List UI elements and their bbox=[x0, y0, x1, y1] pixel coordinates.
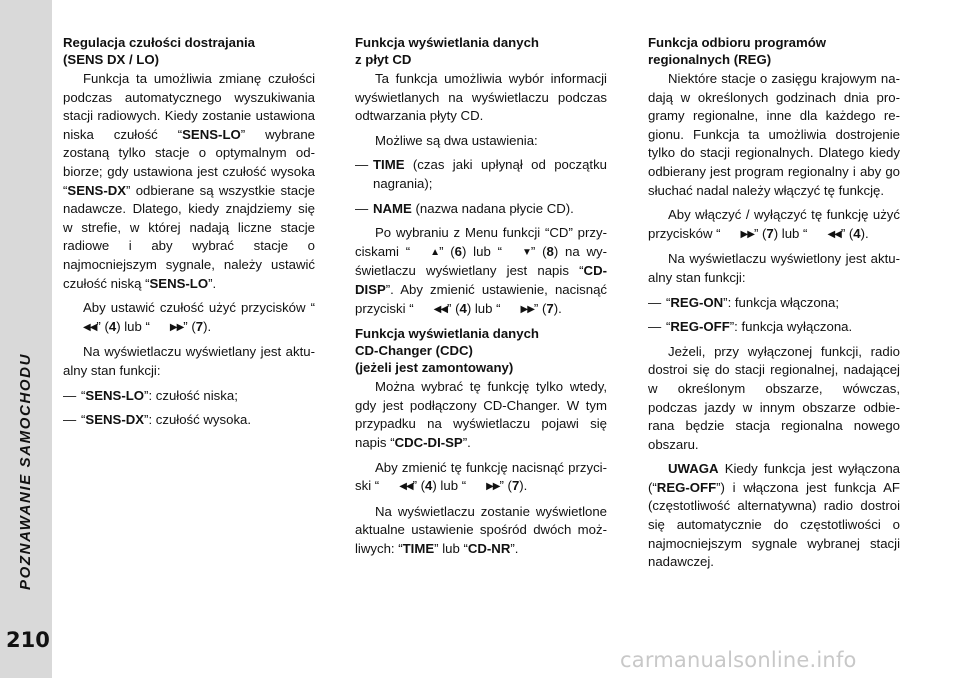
heading-line: CD-Changer (CDC) bbox=[355, 343, 473, 359]
text: ”. bbox=[208, 275, 217, 291]
text: Na wyświetlaczu zostanie wyświetlone aktualne ustawienie spośród dwóch możliwych: “ bbox=[355, 503, 607, 556]
heading-line: Funkcja odbioru programów bbox=[648, 35, 827, 50]
text: ) lub “ bbox=[466, 300, 501, 316]
keyword: CDC-DI-SP bbox=[394, 434, 463, 450]
text: (czas jaki upłynął od początku nagrania); bbox=[373, 157, 607, 191]
text: ”. bbox=[462, 434, 471, 450]
keyword: TIME bbox=[402, 540, 435, 556]
button-number: 6 bbox=[454, 243, 462, 259]
text: ”. Aby zmienić ustawienie, nacisnąć przyciski “ bbox=[355, 281, 607, 316]
heading-line: regionalnych (REG) bbox=[648, 52, 772, 67]
paragraph: Na wyświetlaczu wyświetlony jest aktualny stan funkcji: bbox=[648, 251, 900, 285]
text: ” ( bbox=[499, 478, 512, 494]
keyword: UWAGA bbox=[668, 461, 719, 477]
text: ) lub “ bbox=[462, 243, 502, 259]
keyword: TIME bbox=[373, 157, 405, 173]
text: ” ( bbox=[753, 225, 767, 241]
button-number: 8 bbox=[546, 243, 554, 259]
text: ) lub “ bbox=[773, 225, 808, 241]
button-number: 7 bbox=[511, 478, 520, 494]
heading-line: Funkcja wyświetlania danych bbox=[355, 326, 539, 342]
text: ) na wyświetlaczu wyświetlany jest napis “ bbox=[355, 243, 608, 279]
text: (nazwa nadana płycie CD). bbox=[411, 200, 574, 216]
up-arrow-icon: ▲ bbox=[430, 246, 440, 258]
text: Aby włączyć / wyłączyć tę funkcję użyć przycisków “ bbox=[648, 207, 900, 241]
heading-line: z płyt CD bbox=[355, 52, 412, 67]
column-2 bbox=[355, 34, 607, 564]
page-number: 210 bbox=[6, 628, 50, 652]
keyword: SENS-DX bbox=[67, 182, 127, 198]
text: ” ( bbox=[96, 318, 109, 334]
paragraph bbox=[355, 459, 607, 497]
paragraph bbox=[355, 503, 607, 559]
keyword: CD-DISP bbox=[355, 263, 607, 297]
button-number: 7 bbox=[766, 225, 774, 241]
text: Można wybrać tę funkcję tylko wtedy, gdy jest podłączony CD-Changer. W tym przypadku na wyświetlaczu pojawi się napis “ bbox=[355, 379, 607, 450]
heading-line: Funkcja wyświetlania danych bbox=[355, 35, 539, 50]
rewind-icon: ◀◀ bbox=[83, 321, 97, 333]
paragraph bbox=[355, 378, 607, 452]
column-3 bbox=[648, 34, 900, 578]
paragraph bbox=[63, 299, 315, 337]
text: ”) i włączona jest funkcja AF (częstotliwość alternatywna) radio dostroi się automatycznie do częstotliwości o najmocniejszym sygnale wybranej stacji nadawczej. bbox=[648, 479, 900, 570]
text: ” ( bbox=[447, 300, 460, 316]
list-item: — “REG-ON”: funkcja włączona; bbox=[648, 294, 900, 313]
text: ” wybrane zostaną tylko stacje o optymalnym odbiorze; gdy ustawiona jest czułość wysoka “ bbox=[63, 126, 315, 198]
keyword: REG-OFF bbox=[670, 319, 730, 335]
button-number: 4 bbox=[108, 318, 117, 334]
text: : funkcja wyłączona. bbox=[734, 319, 853, 335]
text: Funkcja ta umożliwia zmianę czułości podczas automatycznego wyszukiwania stacji radiowych. Kiedy zostanie ustawiona niska czułość “ bbox=[63, 71, 315, 142]
paragraph: Niektóre stacje o zasięgu krajowym nadają w określonych godzinach dnia programy regionalne, inne dla każdego regionu. Funkcja ta umożliwia dostrojenie tylko do stacji regionalnych. Dlatego kiedy odbierany jest program regionalny i aby go słuchać nadal należy włączyć tę funkcję. bbox=[648, 71, 900, 198]
keyword: SENS-LO bbox=[149, 275, 209, 291]
forward-icon: ▶▶ bbox=[169, 321, 184, 333]
text: ” lub “ bbox=[434, 540, 468, 556]
text: ” ( bbox=[530, 243, 547, 259]
paragraph: Możliwe są dwa ustawienia: bbox=[375, 132, 538, 148]
keyword: NAME bbox=[373, 200, 412, 216]
text: ” ( bbox=[840, 225, 854, 241]
keyword: SENS-DX bbox=[85, 412, 145, 428]
text: Kiedy funkcja jest wyłączona (“ bbox=[648, 461, 900, 495]
text: Po wybraniu z Menu funkcji “CD” przyciskami “ bbox=[355, 225, 607, 259]
paragraph bbox=[648, 206, 900, 244]
paragraph: Jeżeli, przy wyłączonej funkcji, radio dostroi się do stacji regionalnej, nadającej w określonym obszarze, wówczas, podczas jazdy w innym obszarze odbierana będzie stacja regionalna nowego obszaru. bbox=[648, 343, 900, 452]
keyword: CD-NR bbox=[467, 540, 511, 556]
text: ” ( bbox=[183, 318, 196, 334]
text: ” ( bbox=[533, 300, 547, 316]
forward-icon: ▶▶ bbox=[740, 228, 754, 240]
text: : czułość niska; bbox=[148, 387, 238, 403]
text: ” odbierane są wszystkie stacje nadawcze. Dlatego, kiedy znajdziemy się w strefie, w której nadają liczne stacje radiowe i aby wybrać stacje o najmocniejszym sygnale, należy ustawić czułość niską “ bbox=[63, 182, 315, 291]
forward-icon: ▶▶ bbox=[486, 481, 500, 493]
heading-sens bbox=[63, 34, 315, 68]
list-item: — “SENS-DX”: czułość wysoka. bbox=[63, 411, 315, 430]
text: ). bbox=[553, 300, 562, 316]
watermark: carmanualsonline.info bbox=[620, 648, 857, 672]
text: Aby ustawić czułość użyć przycisków “ bbox=[83, 300, 315, 316]
list-item: — “SENS-LO”: czułość niska; bbox=[63, 387, 315, 406]
forward-icon: ▶▶ bbox=[520, 303, 534, 315]
text: ” ( bbox=[439, 243, 455, 259]
sidebar bbox=[0, 0, 52, 678]
text: ). bbox=[203, 318, 212, 334]
keyword: SENS-LO bbox=[182, 126, 241, 142]
heading-cd-display bbox=[355, 34, 607, 68]
column-1 bbox=[63, 34, 315, 436]
heading-line: (SENS DX / LO) bbox=[63, 52, 159, 67]
text: ). bbox=[860, 225, 869, 241]
button-number: 7 bbox=[546, 300, 554, 316]
text: ”. bbox=[510, 540, 519, 556]
text: ) lub “ bbox=[116, 318, 150, 334]
keyword: REG-OFF bbox=[656, 479, 717, 495]
rewind-icon: ◀◀ bbox=[433, 303, 448, 315]
heading-cdc-display bbox=[355, 325, 607, 376]
button-number: 4 bbox=[853, 225, 861, 241]
paragraph: Ta funkcja umożliwia wybór informacji wyświetlanych na wyświetlaczu podczas odtwarzania płyty CD. bbox=[355, 71, 607, 124]
rewind-icon: ◀◀ bbox=[827, 228, 841, 240]
heading-regional bbox=[648, 34, 900, 68]
keyword: REG-ON bbox=[670, 294, 724, 310]
text: ) lub “ bbox=[432, 478, 467, 494]
paragraph bbox=[648, 460, 900, 572]
list-item bbox=[355, 156, 607, 193]
text: : czułość wysoka. bbox=[148, 412, 252, 428]
heading-line: (jeżeli jest zamontowany) bbox=[355, 360, 514, 376]
section-title: POZNAWANIE SAMOCHODU bbox=[17, 352, 34, 590]
text: : funkcja włączona; bbox=[727, 294, 839, 310]
button-number: 4 bbox=[459, 300, 467, 316]
paragraph bbox=[355, 224, 607, 319]
keyword: SENS-LO bbox=[85, 387, 145, 403]
rewind-icon: ◀◀ bbox=[399, 481, 413, 493]
text: Aby zmienić tę funkcję nacisnąć przyciski “ bbox=[355, 459, 607, 494]
text: ). bbox=[519, 478, 528, 494]
paragraph: Na wyświetlaczu wyświetlany jest aktualny stan funkcji: bbox=[63, 344, 315, 378]
paragraph bbox=[63, 70, 315, 293]
text: ” ( bbox=[412, 478, 426, 494]
button-number: 7 bbox=[195, 318, 204, 334]
heading-line: Regulacja czułości dostrajania bbox=[63, 35, 256, 50]
down-arrow-icon: ▼ bbox=[521, 246, 531, 258]
list-item bbox=[355, 200, 607, 219]
list-item: — “REG-OFF”: funkcja wyłączona. bbox=[648, 318, 900, 337]
button-number: 4 bbox=[425, 478, 433, 494]
